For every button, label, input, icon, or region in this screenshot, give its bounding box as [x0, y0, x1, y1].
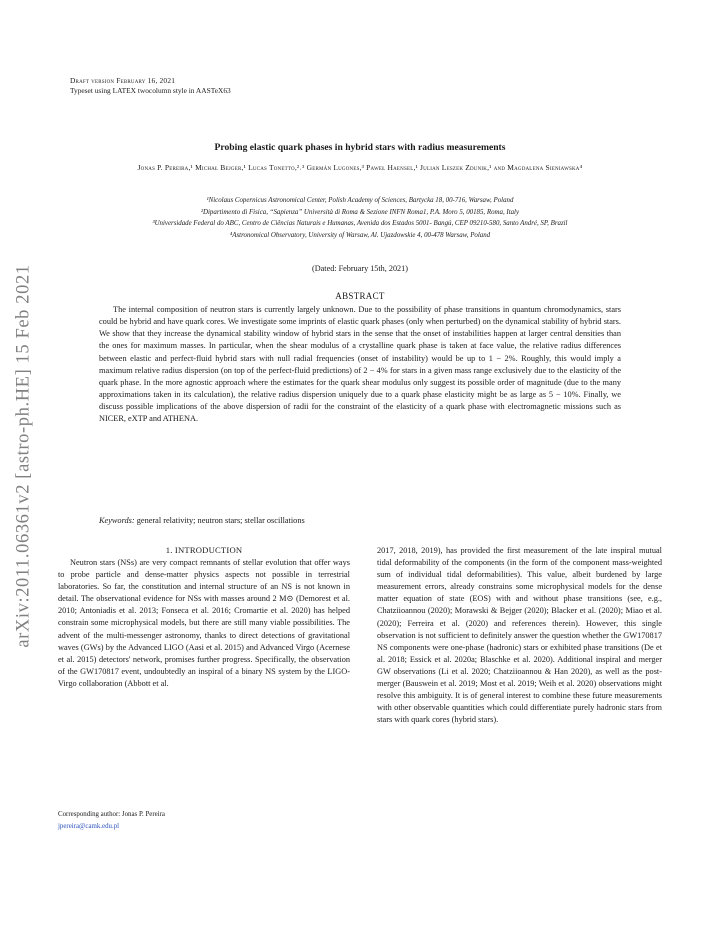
paper-title: Probing elastic quark phases in hybrid stars with radius measurements: [214, 142, 506, 153]
left-column: [58, 545, 350, 690]
abstract-heading: ABSTRACT: [335, 291, 385, 301]
email-link[interactable]: jpereira@camk.edu.pl: [58, 822, 120, 830]
affiliation-2: ²Dipartimento di Fisica, “Sapienza” Università di Roma & Sezione INFN Roma1, P.A. Moro 5, 00185, Roma, Italy: [200, 208, 520, 216]
affiliation-1: ¹Nicolaus Copernicus Astronomical Center, Polish Academy of Sciences, Bartycka 18, 00-716, Warsaw, Poland: [206, 197, 514, 204]
affiliation-4: ⁴Astronomical Observatory, University of Warsaw, Al. Ujazdowskie 4, 00-478 Warsaw, Poland: [229, 231, 491, 239]
intro-paragraph-left: Neutron stars (NSs) are very compact remnants of stellar evolution that offer ways to probe particle and dense-matter physics aspects not possible in terrestrial laboratories. So far, the constitution and internal structure of an NS is not known in detail. The observational evidence for NSs with masses around 2 M⊙ (Demorest et al. 2010; Antoniadis et al. 2013; Fonseca et al. 2016; Cromartie et al. 2020) has helped constrain some microphysical models, but there are still many viable possibilities. The advent of the multi-messenger astronomy, thanks to direct detections of gravitational waves (GWs) by the Advanced LIGO (Aasi et al. 2015) and Advanced Virgo (Acernese et al. 2015) detectors' network, promises further progress. Specifically, the observation of the GW170817 event, undoubtedly an inspiral of a binary NS system by the LIGO-Virgo collaboration (Abbott et al.: [58, 558, 350, 688]
keywords: [99, 516, 621, 525]
corresponding-author-footnote: [58, 809, 165, 833]
affiliations: [40, 195, 680, 241]
abstract-text: The internal composition of neutron stars is currently largely unknown. Due to the possibility of phase transitions in quantum chromodynamics, stars could be hybrid and have quark cores. We investigate some imprints of elastic quark phases (only when perturbed) on the dynamical stability of hybrid stars. We show that they increase the dynamical stability window of hybrid stars in the sense that the onset of instabilities happen at larger central densities than the ones for maximum masses. In particular, when the shear modulus of a crystalline quark phase is taken at face value, the relative radius differences between elastic and perfect-fluid hybrid stars with null radial frequencies (onset of instability) would be up to 1 − 2%. Roughly, this would imply a maximum relative radius dispersion (on top of the perfect-fluid predictions) of 2 − 4% for stars in a given mass range exclusively due to the elasticity of the quark phase. In the more agnostic approach where the estimates for the quark shear modulus only suggest its possible order of magnitude (due to the many approximations taken in its calculation), the relative radius dispersion uniquely due to a quark phase elasticity might be as large as 5 − 10%. Finally, we discuss possible implications of the above dispersion of radii for the constraint of the elasticity of a quark phase with electromagnetic missions such as NICER, eXTP and ATHENA.: [99, 305, 621, 424]
draft-version: Draft version February 16, 2021: [70, 76, 176, 85]
affiliation-3: ³Universidade Federal do ABC, Centro de Ciências Naturais e Humanas, Avenida dos Estados 5001- Bangú, CEP 09210-580, Santo André, SP, Brazil: [152, 220, 568, 228]
draft-header: [70, 76, 231, 95]
keywords-label: Keywords:: [99, 516, 135, 525]
right-column: [377, 545, 662, 726]
section-heading: 1. INTRODUCTION: [165, 545, 243, 555]
arxiv-sidebar: [0, 0, 50, 932]
intro-paragraph-right: 2017, 2018, 2019), has provided the first measurement of the late inspiral mutual tidal deformability of the components (in the form of the component mass-weighted sum of individual tidal deformabilities). This value, albeit burdened by large measurement errors, already constrains some microphysical models for the dense matter equation of state (EOS) with and without phase transitions (see, e.g., Chatziioannou (2020); Morawski & Bejger (2020); Blacker et al. (2020); Miao et al. (2020); Ferreira et al. (2020) and references therein). However, this single observation is not sufficient to definitely answer the question whether the GW170817 NS components were one-phase (hadronic) stars or exhibited phase transitions (De et al. 2018; Essick et al. 2020a; Blaschke et al. 2020). Additional inspiral and merger GW observations (Li et al. 2020; Chatziioannou & Han 2020), as well as the post-merger (Bauswein et al. 2019; Most et al. 2019; Weih et al. 2020) observations might resolve this ambiguity. It is of general interest to combine these future measurements with other observable quantities which could differentiate purely hadronic stars from stars with quark cores (hybrid stars).: [377, 546, 662, 725]
author-list: Jonas P. Pereira,¹ Michał Bejger,¹ Lucas Tonetto,²˒³ Germán Lugones,³ Paweł Haensel,¹ Julian Leszek Zdunik,¹ and Magdalena Sieniawska⁴: [137, 163, 583, 172]
typeset-note: Typeset using LATEX twocolumn style in AASTeX63: [70, 85, 231, 95]
keywords-list: general relativity; neutron stars; stellar oscillations: [136, 516, 305, 525]
dated-line: (Dated: February 15th, 2021): [312, 264, 408, 273]
arxiv-identifier: arXiv:2011.06361v2 [astro-ph.HE] 15 Feb 2021: [13, 264, 34, 648]
corresponding-author: Corresponding author: Jonas P. Pereira: [58, 811, 165, 818]
